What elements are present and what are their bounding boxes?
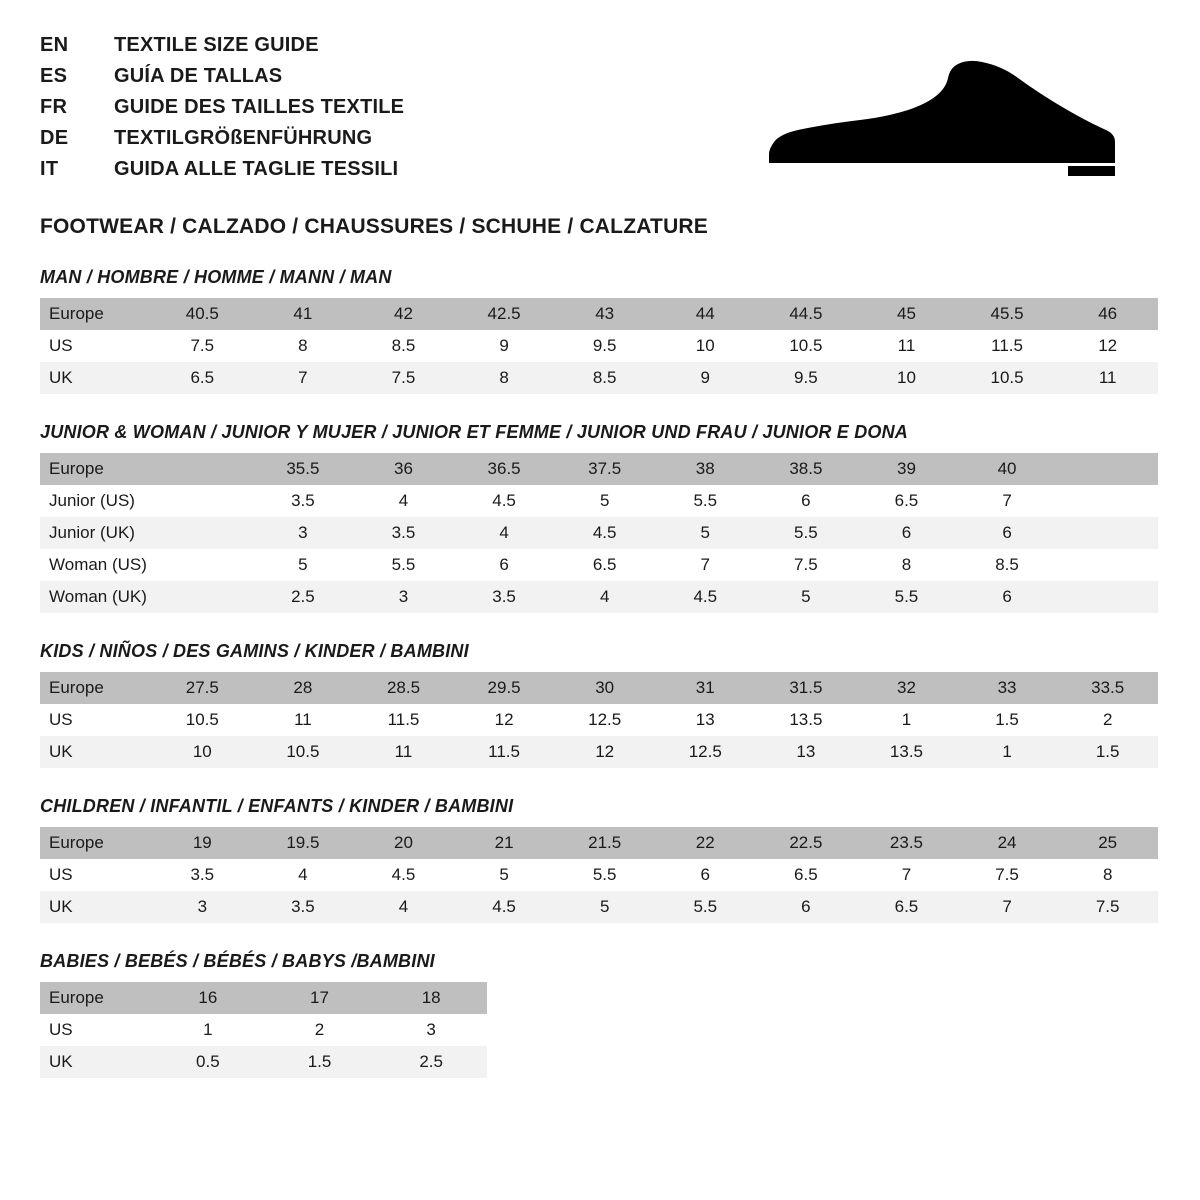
cell: 8 (1057, 859, 1158, 891)
cell: 9.5 (554, 330, 655, 362)
cell: 6 (856, 517, 957, 549)
cell: 7.5 (353, 362, 454, 394)
cell: 21.5 (554, 827, 655, 859)
cell: 4 (353, 891, 454, 923)
cell: 5 (554, 891, 655, 923)
cell: 7.5 (152, 330, 253, 362)
language-title: TEXTILGRÖßENFÜHRUNG (114, 127, 373, 149)
row-label: US (40, 859, 152, 891)
cell (1057, 517, 1158, 549)
cell: 3.5 (253, 485, 354, 517)
cell: 4.5 (454, 485, 555, 517)
table-row (40, 330, 1158, 362)
table-row (40, 581, 1158, 613)
cell: 27.5 (152, 672, 253, 704)
cell: 2.5 (375, 1046, 487, 1078)
table-row (40, 1046, 487, 1078)
language-code: DE (40, 127, 69, 149)
section-title: JUNIOR & WOMAN / JUNIOR Y MUJER / JUNIOR ET FEMME / JUNIOR UND FRAU / JUNIOR E DONA (40, 422, 909, 442)
table-row (40, 704, 1158, 736)
cell: 10.5 (957, 362, 1058, 394)
cell: 8.5 (554, 362, 655, 394)
row-label: Europe (40, 672, 152, 704)
cell: 1 (152, 1014, 264, 1046)
cell: 38.5 (756, 453, 857, 485)
cell: 19 (152, 827, 253, 859)
cell: 7 (655, 549, 756, 581)
section-title: CHILDREN / INFANTIL / ENFANTS / KINDER / BAMBINI (40, 796, 514, 816)
cell: 6.5 (756, 859, 857, 891)
cell: 10 (152, 736, 253, 768)
cell: 7.5 (1057, 891, 1158, 923)
cell: 8.5 (957, 549, 1058, 581)
cell (1057, 453, 1158, 485)
cell: 40 (957, 453, 1058, 485)
cell: 17 (264, 982, 376, 1014)
cell: 5.5 (655, 891, 756, 923)
cell: 5 (253, 549, 354, 581)
row-label: Europe (40, 827, 152, 859)
cell: 5 (554, 485, 655, 517)
cell: 7 (957, 485, 1058, 517)
cell: 6 (655, 859, 756, 891)
cell: 32 (856, 672, 957, 704)
language-title: GUIDA ALLE TAGLIE TESSILI (114, 158, 399, 180)
row-label: UK (40, 891, 152, 923)
language-title-list (40, 34, 404, 189)
cell: 11 (856, 330, 957, 362)
cell (152, 453, 253, 485)
section-children (40, 796, 1160, 923)
language-row (40, 127, 404, 158)
cell: 3.5 (253, 891, 354, 923)
cell (152, 581, 253, 613)
cell: 11.5 (454, 736, 555, 768)
row-label: UK (40, 1046, 152, 1078)
language-code: EN (40, 34, 69, 56)
language-row (40, 65, 404, 96)
section-kids (40, 641, 1160, 768)
cell: 4.5 (454, 891, 555, 923)
cell: 7 (856, 859, 957, 891)
cell: 2.5 (253, 581, 354, 613)
section-title: BABIES / BEBÉS / BÉBÉS / BABYS /BAMBINI (40, 951, 435, 971)
cell: 1 (856, 704, 957, 736)
cell: 10.5 (756, 330, 857, 362)
cell: 23.5 (856, 827, 957, 859)
cell: 33 (957, 672, 1058, 704)
cell: 37.5 (554, 453, 655, 485)
cell: 6 (756, 891, 857, 923)
cell: 46 (1057, 298, 1158, 330)
cell: 31.5 (756, 672, 857, 704)
cell: 13.5 (756, 704, 857, 736)
section-man (40, 267, 1160, 394)
size-table-babies (40, 982, 487, 1078)
cell: 42 (353, 298, 454, 330)
cell (152, 485, 253, 517)
section-babies (40, 951, 1160, 1078)
table-row (40, 453, 1158, 485)
cell: 6 (756, 485, 857, 517)
cell: 4 (454, 517, 555, 549)
cell: 28.5 (353, 672, 454, 704)
cell: 30 (554, 672, 655, 704)
cell: 19.5 (253, 827, 354, 859)
language-title: GUIDE DES TAILLES TEXTILE (114, 96, 405, 118)
cell: 10.5 (152, 704, 253, 736)
table-row (40, 736, 1158, 768)
row-label: Junior (UK) (40, 517, 152, 549)
table-row (40, 1014, 487, 1046)
cell: 12.5 (655, 736, 756, 768)
cell: 18 (375, 982, 487, 1014)
cell: 10.5 (253, 736, 354, 768)
cell: 4.5 (655, 581, 756, 613)
table-row (40, 298, 1158, 330)
cell: 8 (856, 549, 957, 581)
cell: 22 (655, 827, 756, 859)
table-row (40, 827, 1158, 859)
language-code: FR (40, 96, 68, 118)
cell: 1.5 (957, 704, 1058, 736)
cell: 43 (554, 298, 655, 330)
cell: 39 (856, 453, 957, 485)
cell: 1.5 (1057, 736, 1158, 768)
cell: 33.5 (1057, 672, 1158, 704)
cell: 7 (957, 891, 1058, 923)
row-label: UK (40, 362, 152, 394)
cell: 24 (957, 827, 1058, 859)
cell (1057, 581, 1158, 613)
cell: 3.5 (152, 859, 253, 891)
cell: 9.5 (756, 362, 857, 394)
language-title: GUÍA DE TALLAS (114, 65, 283, 87)
cell: 5 (454, 859, 555, 891)
table-row (40, 549, 1158, 581)
cell (152, 549, 253, 581)
cell: 5.5 (756, 517, 857, 549)
row-label: Woman (US) (40, 549, 152, 581)
language-row (40, 96, 404, 127)
cell: 5.5 (655, 485, 756, 517)
table-row (40, 891, 1158, 923)
cell: 5 (756, 581, 857, 613)
row-label: US (40, 1014, 152, 1046)
cell (152, 517, 253, 549)
cell: 3 (253, 517, 354, 549)
cell: 13 (655, 704, 756, 736)
row-label: US (40, 330, 152, 362)
cell: 12 (454, 704, 555, 736)
size-table-kids (40, 672, 1158, 768)
cell: 12.5 (554, 704, 655, 736)
row-label: Junior (US) (40, 485, 152, 517)
cell: 21 (454, 827, 555, 859)
cell (1057, 485, 1158, 517)
cell: 8.5 (353, 330, 454, 362)
cell: 7.5 (756, 549, 857, 581)
row-label: UK (40, 736, 152, 768)
cell: 2 (264, 1014, 376, 1046)
cell: 1.5 (264, 1046, 376, 1078)
cell: 44 (655, 298, 756, 330)
size-table-children (40, 827, 1158, 923)
cell: 45.5 (957, 298, 1058, 330)
cell: 6.5 (856, 891, 957, 923)
section-title: MAN / HOMBRE / HOMME / MANN / MAN (40, 267, 392, 287)
section-title: KIDS / NIÑOS / DES GAMINS / KINDER / BAMBINI (40, 641, 469, 661)
table-row (40, 362, 1158, 394)
cell: 5.5 (554, 859, 655, 891)
page-header (40, 34, 1160, 189)
cell: 10 (655, 330, 756, 362)
cell: 4 (554, 581, 655, 613)
table-row (40, 859, 1158, 891)
cell: 6.5 (554, 549, 655, 581)
cell: 13 (756, 736, 857, 768)
cell: 16 (152, 982, 264, 1014)
cell: 36.5 (454, 453, 555, 485)
cell: 11.5 (957, 330, 1058, 362)
cell: 40.5 (152, 298, 253, 330)
cell: 6 (454, 549, 555, 581)
cell: 4 (353, 485, 454, 517)
cell: 4.5 (554, 517, 655, 549)
cell: 31 (655, 672, 756, 704)
cell: 6.5 (856, 485, 957, 517)
language-row (40, 158, 404, 189)
table-row (40, 517, 1158, 549)
language-row (40, 34, 404, 65)
cell: 5.5 (856, 581, 957, 613)
cell: 11.5 (353, 704, 454, 736)
cell: 9 (655, 362, 756, 394)
cell: 6.5 (152, 362, 253, 394)
cell: 38 (655, 453, 756, 485)
cell: 41 (253, 298, 354, 330)
cell: 8 (253, 330, 354, 362)
cell: 5.5 (353, 549, 454, 581)
cell: 6 (957, 581, 1058, 613)
row-label: Woman (UK) (40, 581, 152, 613)
cell: 11 (1057, 362, 1158, 394)
cell: 3 (353, 581, 454, 613)
cell: 42.5 (454, 298, 555, 330)
cell: 25 (1057, 827, 1158, 859)
cell: 4.5 (353, 859, 454, 891)
table-row (40, 982, 487, 1014)
cell: 1 (957, 736, 1058, 768)
size-table-man (40, 298, 1158, 394)
cell: 3.5 (353, 517, 454, 549)
cell: 11 (253, 704, 354, 736)
section-junior-woman (40, 422, 1160, 613)
table-row (40, 672, 1158, 704)
cell: 10 (856, 362, 957, 394)
cell: 45 (856, 298, 957, 330)
cell: 6 (957, 517, 1058, 549)
cell: 2 (1057, 704, 1158, 736)
cell: 11 (353, 736, 454, 768)
size-table-junior-woman (40, 453, 1158, 613)
language-code: IT (40, 158, 59, 180)
cell: 29.5 (454, 672, 555, 704)
cell: 12 (1057, 330, 1158, 362)
cell: 7.5 (957, 859, 1058, 891)
row-label: Europe (40, 982, 152, 1014)
cell: 7 (253, 362, 354, 394)
table-row (40, 485, 1158, 517)
cell: 12 (554, 736, 655, 768)
footwear-category-title: FOOTWEAR / CALZADO / CHAUSSURES / SCHUHE / CALZATURE (40, 215, 709, 238)
row-label: Europe (40, 453, 152, 485)
cell: 3 (152, 891, 253, 923)
cell: 20 (353, 827, 454, 859)
cell: 22.5 (756, 827, 857, 859)
cell: 44.5 (756, 298, 857, 330)
language-code: ES (40, 65, 68, 87)
row-label: Europe (40, 298, 152, 330)
cell: 4 (253, 859, 354, 891)
cell: 28 (253, 672, 354, 704)
language-title: TEXTILE SIZE GUIDE (114, 34, 319, 56)
cell: 35.5 (253, 453, 354, 485)
dress-shoe-icon (768, 58, 1118, 188)
cell: 36 (353, 453, 454, 485)
cell: 8 (454, 362, 555, 394)
cell (1057, 549, 1158, 581)
cell: 3.5 (454, 581, 555, 613)
cell: 9 (454, 330, 555, 362)
row-label: US (40, 704, 152, 736)
cell: 5 (655, 517, 756, 549)
cell: 0.5 (152, 1046, 264, 1078)
cell: 3 (375, 1014, 487, 1046)
cell: 13.5 (856, 736, 957, 768)
